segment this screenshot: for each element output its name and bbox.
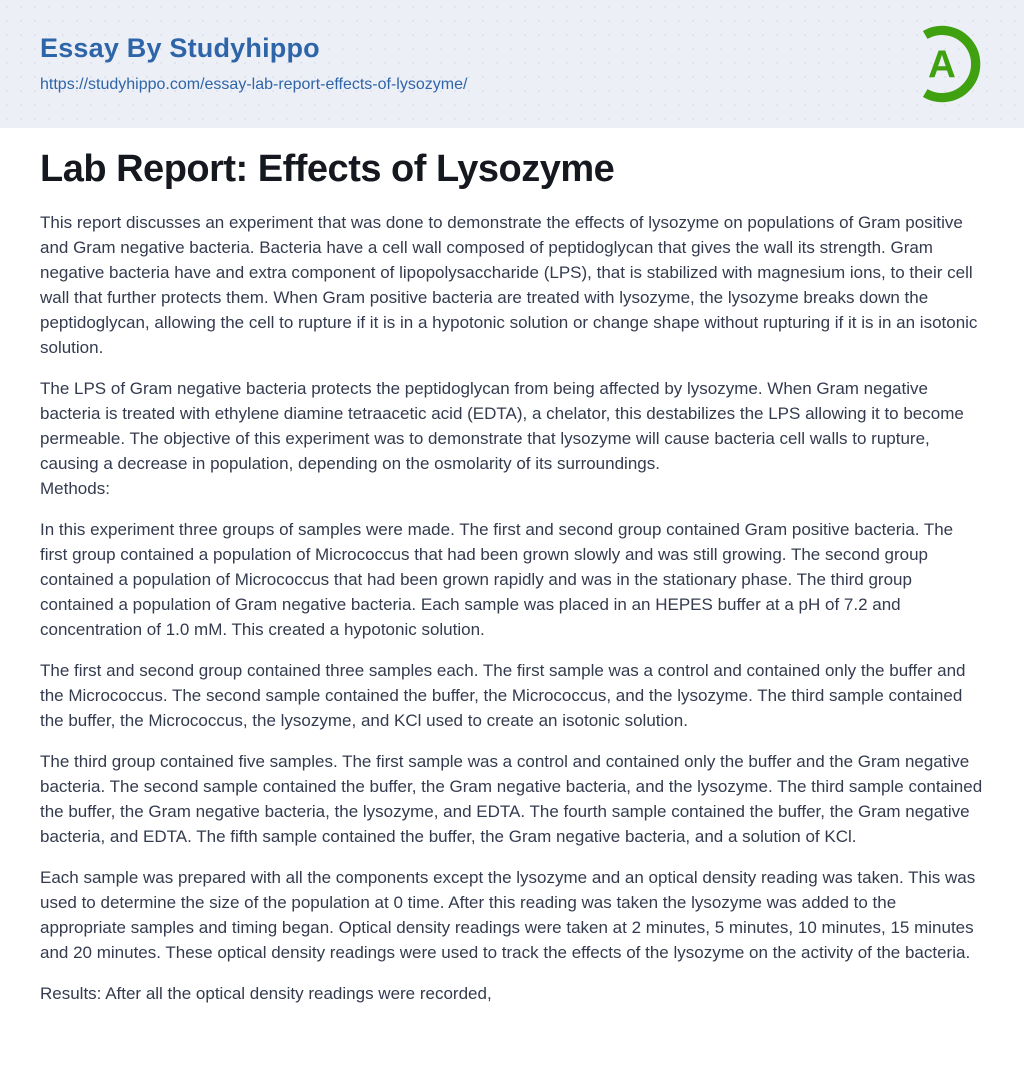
paragraph-lps-objective [40,376,984,501]
paragraph-lps-objective-text: The LPS of Gram negative bacteria protects the peptidoglycan from being affected by lysozyme. When Gram negative bacteria is treated with ethylene diamine tetraacetic acid (EDTA), a chelator, this destabilizes the LPS allowing it to become permeable. The objective of this experiment was to demonstrate that lysozyme will cause bacteria cell walls to rupture, causing a decrease in population, depending on the osmolarity of its surroundings. [40,378,964,473]
paragraph-intro: This report discusses an experiment that was done to demonstrate the effects of lysozyme on populations of Gram positive and Gram negative bacteria. Bacteria have a cell wall composed of peptidoglycan that gives the wall its strength. Gram negative bacteria have and extra component of lipopolysaccharide (LPS), that is stabilized with magnesium ions, to their cell wall that further protects them. When Gram positive bacteria are treated with lysozyme, the lysozyme breaks down the peptidoglycan, allowing the cell to rupture if it is in a hypotonic solution or change shape without rupturing if it is in an isotonic solution. [40,212,978,357]
logo-letter: A [928,43,956,87]
header-text-block [40,35,467,93]
paragraph-results: Results: After all the optical density readings were recorded, [40,983,492,1003]
paragraph-group3-samples: The third group contained five samples. The first sample was a control and contained only the buffer and the Gram negative bacteria. The second sample contained the buffer, the Gram negative bacteria, and the lysozyme. The third sample contained the buffer, the Gram negative bacteria, the lysozyme, and EDTA. The fourth sample contained the buffer, the Gram negative bacteria, and EDTA. The fifth sample contained the buffer, the Gram negative bacteria, and a solution of KCl. [40,751,983,846]
page-header [0,0,1024,128]
paragraph-procedure: Each sample was prepared with all the components except the lysozyme and an optical density reading was taken. This was used to determine the size of the population at 0 time. After this reading was taken the lysozyme was added to the appropriate samples and timing began. Optical density readings were taken at 2 minutes, 5 minutes, 10 minutes, 15 minutes and 20 minutes. These optical density readings were used to track the effects of the lysozyme on the activity of the bacteria. [40,867,976,962]
paragraph-group1-2-samples: The first and second group contained three samples each. The first sample was a control and contained only the buffer and the Micrococcus. The second sample contained the buffer, the Micrococcus, and the lysozyme. The third sample contained the buffer, the Micrococcus, the lysozyme, and KCl used to create an isotonic solution. [40,660,966,730]
methods-heading: Methods: [40,478,110,498]
page-url-link[interactable]: https://studyhippo.com/essay-lab-report-effects-of-lysozyme/ [40,76,468,93]
article-body [0,128,1024,1006]
site-name: Essay By Studyhippo [40,33,320,63]
paragraph-groups: In this experiment three groups of samples were made. The first and second group contained Gram positive bacteria. The first group contained a population of Micrococcus that had been grown slowly and was still growing. The second group contained a population of Micrococcus that had been grown rapidly and was in the stationary phase. The third group contained a population of Gram negative bacteria. Each sample was placed in an HEPES buffer at a pH of 7.2 and concentration of 1.0 mM. This created a hypotonic solution. [40,519,954,639]
studyhippo-logo [900,22,984,106]
article-title: Lab Report: Effects of Lysozyme [40,148,615,190]
studyhippo-logo-icon [900,22,984,106]
